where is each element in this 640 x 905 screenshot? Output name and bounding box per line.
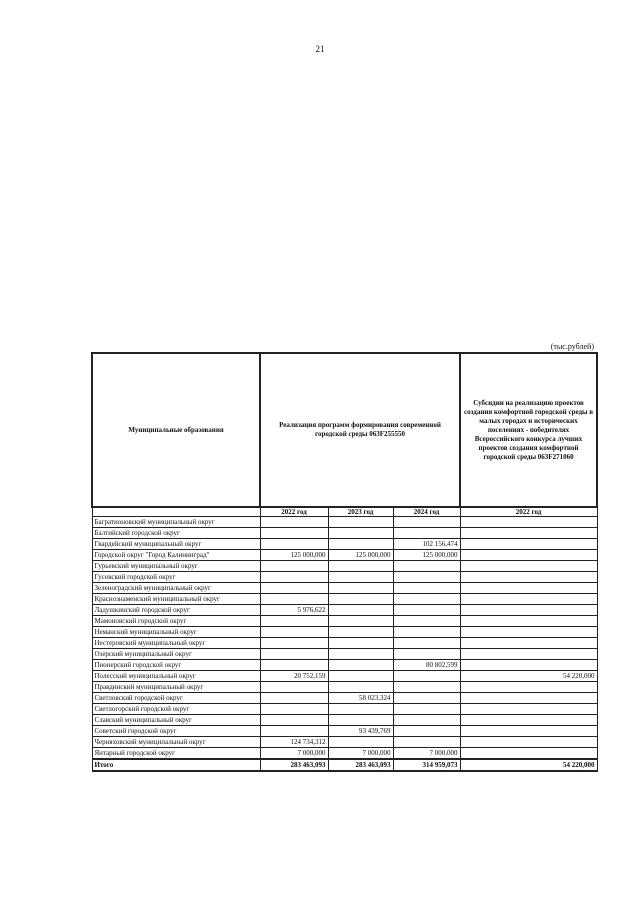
- table-row: [92, 517, 597, 528]
- municipality-name: Зеленоградский муниципальный округ: [92, 583, 260, 594]
- amount-cell: 93 439,769: [328, 726, 393, 737]
- amount-cell: [260, 660, 328, 671]
- amount-cell: [328, 704, 393, 715]
- amount-cell: [393, 616, 460, 627]
- page-number: 21: [315, 44, 325, 54]
- table-row: [92, 583, 597, 594]
- municipality-name: Багратионовский муниципальный округ: [92, 517, 260, 528]
- amount-cell: [393, 572, 460, 583]
- amount-cell: [328, 649, 393, 660]
- total-value: 283 463,093: [328, 759, 393, 771]
- amount-cell: [260, 627, 328, 638]
- amount-cell: 5 976,622: [260, 605, 328, 616]
- municipality-name: Городской округ "Город Калининград": [92, 550, 260, 561]
- amount-cell: [260, 682, 328, 693]
- amount-cell: [393, 638, 460, 649]
- header-program-b: Субсидии на реализацию проектов создания комфортной городской среды в малых городах и исторических поселениях - победителях Всероссийского конкурса лучших проектов создания комфортной городской среды 063F271060: [460, 353, 597, 507]
- municipality-name: Нестеровский муниципальный округ: [92, 638, 260, 649]
- amount-cell: [328, 638, 393, 649]
- table-row: [92, 539, 597, 550]
- amount-cell: [393, 737, 460, 748]
- amount-cell: [260, 594, 328, 605]
- table-row: [92, 671, 597, 682]
- amount-cell: [328, 517, 393, 528]
- municipality-name: Ладушкинский городской округ: [92, 605, 260, 616]
- amount-cell: [260, 616, 328, 627]
- amount-cell: [460, 693, 597, 704]
- amount-cell: [260, 704, 328, 715]
- table-row: [92, 726, 597, 737]
- total-row: [92, 759, 597, 771]
- amount-cell: [393, 726, 460, 737]
- amount-cell: [460, 583, 597, 594]
- municipality-name: Полесский муниципальный округ: [92, 671, 260, 682]
- amount-cell: [460, 726, 597, 737]
- table-row: [92, 561, 597, 572]
- table-row: [92, 737, 597, 748]
- amount-cell: [393, 561, 460, 572]
- amount-cell: [328, 660, 393, 671]
- amount-cell: [393, 693, 460, 704]
- subsidy-table: [91, 352, 598, 772]
- amount-cell: [460, 704, 597, 715]
- total-value: 283 463,093: [260, 759, 328, 771]
- amount-cell: [328, 594, 393, 605]
- amount-cell: [460, 572, 597, 583]
- amount-cell: [393, 649, 460, 660]
- amount-cell: 7 000,000: [393, 748, 460, 760]
- amount-cell: [328, 627, 393, 638]
- municipality-name: Гусевский городской округ: [92, 572, 260, 583]
- year-header: 2022 год: [260, 507, 328, 517]
- year-header: 2023 год: [328, 507, 393, 517]
- amount-cell: [260, 572, 328, 583]
- amount-cell: 125 000,000: [328, 550, 393, 561]
- municipality-name: Янтарный городской округ: [92, 748, 260, 760]
- table-row: [92, 616, 597, 627]
- amount-cell: 54 220,000: [460, 671, 597, 682]
- table-row: [92, 649, 597, 660]
- amount-cell: [460, 616, 597, 627]
- table-row: [92, 627, 597, 638]
- municipality-name: Светлогорский городской округ: [92, 704, 260, 715]
- amount-cell: [460, 737, 597, 748]
- amount-cell: [393, 627, 460, 638]
- municipality-name: Краснознаменский муниципальный округ: [92, 594, 260, 605]
- amount-cell: [260, 715, 328, 726]
- amount-cell: [260, 649, 328, 660]
- table-row: [92, 605, 597, 616]
- amount-cell: [393, 594, 460, 605]
- units-label: (тыс.рублей): [550, 342, 594, 351]
- municipality-name: Черняховский муниципальный округ: [92, 737, 260, 748]
- amount-cell: [460, 682, 597, 693]
- header-municipal: Муниципальные образования: [92, 353, 260, 507]
- municipality-name: Гвардейский муниципальный округ: [92, 539, 260, 550]
- table-row: [92, 660, 597, 671]
- amount-cell: 7 000,000: [260, 748, 328, 760]
- total-value: 54 220,000: [460, 759, 597, 771]
- table-row: [92, 748, 597, 760]
- amount-cell: [260, 638, 328, 649]
- amount-cell: [460, 594, 597, 605]
- municipality-name: Правдинский муниципальный округ: [92, 682, 260, 693]
- amount-cell: [328, 528, 393, 539]
- amount-cell: 7 000,000: [328, 748, 393, 760]
- amount-cell: 125 000,000: [393, 550, 460, 561]
- amount-cell: [260, 517, 328, 528]
- amount-cell: [328, 572, 393, 583]
- amount-cell: [260, 539, 328, 550]
- amount-cell: [393, 682, 460, 693]
- amount-cell: [260, 528, 328, 539]
- header-program-a: Реализация программ формирования современной городской среды 063F255550: [260, 353, 460, 507]
- amount-cell: [328, 605, 393, 616]
- amount-cell: [460, 539, 597, 550]
- amount-cell: [328, 671, 393, 682]
- amount-cell: [460, 561, 597, 572]
- amount-cell: [260, 693, 328, 704]
- amount-cell: [393, 528, 460, 539]
- table-row: [92, 550, 597, 561]
- table-row: [92, 704, 597, 715]
- amount-cell: [260, 726, 328, 737]
- table-row: [92, 682, 597, 693]
- amount-cell: 125 000,000: [260, 550, 328, 561]
- amount-cell: [393, 704, 460, 715]
- table-row: [92, 594, 597, 605]
- year-header: 2024 год: [393, 507, 460, 517]
- amount-cell: [393, 583, 460, 594]
- municipality-name: Мамоновский городской округ: [92, 616, 260, 627]
- amount-cell: 102 156,474: [393, 539, 460, 550]
- amount-cell: [393, 715, 460, 726]
- amount-cell: [328, 737, 393, 748]
- amount-cell: [460, 605, 597, 616]
- amount-cell: [393, 517, 460, 528]
- amount-cell: 124 734,312: [260, 737, 328, 748]
- amount-cell: [328, 682, 393, 693]
- year-header: 2022 год: [460, 507, 597, 517]
- amount-cell: [393, 605, 460, 616]
- amount-cell: [328, 715, 393, 726]
- table-row: [92, 572, 597, 583]
- municipality-name: Славский муниципальный округ: [92, 715, 260, 726]
- total-label: Итого: [92, 759, 260, 771]
- amount-cell: [393, 671, 460, 682]
- amount-cell: [460, 528, 597, 539]
- amount-cell: [328, 539, 393, 550]
- year-spacer: [92, 507, 260, 517]
- table-row: [92, 638, 597, 649]
- municipality-name: Светловский городской округ: [92, 693, 260, 704]
- amount-cell: [460, 517, 597, 528]
- amount-cell: [460, 627, 597, 638]
- amount-cell: [460, 715, 597, 726]
- municipality-name: Пионерский городской округ: [92, 660, 260, 671]
- amount-cell: [460, 638, 597, 649]
- municipality-name: Балтийский городской округ: [92, 528, 260, 539]
- total-value: 314 959,073: [393, 759, 460, 771]
- municipality-name: Гурьевский муниципальный округ: [92, 561, 260, 572]
- table-row: [92, 715, 597, 726]
- amount-cell: [328, 583, 393, 594]
- amount-cell: 80 802,599: [393, 660, 460, 671]
- table-row: [92, 693, 597, 704]
- municipality-name: Озерский муниципальный округ: [92, 649, 260, 660]
- amount-cell: [260, 583, 328, 594]
- amount-cell: [460, 748, 597, 760]
- municipality-name: Советский городской округ: [92, 726, 260, 737]
- amount-cell: 20 752,159: [260, 671, 328, 682]
- table-row: [92, 528, 597, 539]
- municipality-name: Неманский муниципальный округ: [92, 627, 260, 638]
- amount-cell: 58 023,324: [328, 693, 393, 704]
- amount-cell: [460, 649, 597, 660]
- amount-cell: [460, 660, 597, 671]
- amount-cell: [260, 561, 328, 572]
- amount-cell: [460, 550, 597, 561]
- amount-cell: [328, 561, 393, 572]
- amount-cell: [328, 616, 393, 627]
